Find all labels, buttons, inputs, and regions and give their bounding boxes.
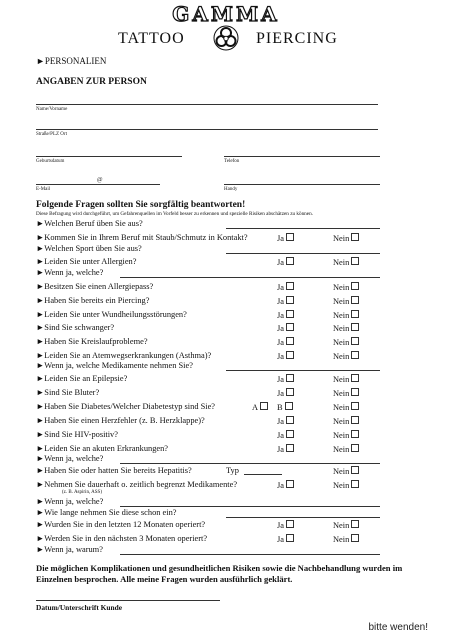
ja-wundheilung[interactable]: Ja [277,310,294,320]
question-medikamente: ►Nehmen Sie dauerhaft o. zeitlich begrenzt Medikamente? [36,480,238,489]
question-diabetes: ►Haben Sie Diabetes/Welcher Diabetestyp sind Sie? [36,402,216,411]
answer-medikamente-welche[interactable] [120,506,380,507]
ja-hiv[interactable]: Ja [277,430,294,440]
question-hepatitis: ►Haben Sie oder hatten Sie bereits Hepatitis? [36,466,192,475]
answer-beruf[interactable] [226,228,380,229]
ja-bluter[interactable]: Ja [277,388,294,398]
diabetes-b[interactable]: B [277,402,293,412]
question-hiv: ►Sind Sie HIV-positiv? [36,430,118,439]
nein-schwanger[interactable]: Nein [333,323,359,333]
question-staub: ►Kommen Sie in Ihrem Beruf mit Staub/Schmutz in Kontakt? [36,233,248,242]
person-header: ANGABEN ZUR PERSON [36,77,147,87]
ja-schwanger[interactable]: Ja [277,323,294,333]
hepatitis-typ-label: Typ [226,466,239,475]
question-allergiepass: ►Besitzen Sie einen Allergiepass? [36,282,154,291]
name-label: Name/Vorname [36,107,68,112]
answer-asthma-medikamente[interactable] [226,370,380,371]
name-field[interactable] [36,104,378,105]
ja-asthma[interactable]: Ja [277,351,294,361]
question-asthma-medikamente: ►Wenn ja, welche Medikamente nehmen Sie? [36,361,193,370]
question-warum: ►Wenn ja, warum? [36,545,103,554]
diabetes-a[interactable]: A [252,402,268,412]
question-schwanger: ►Sind Sie schwanger? [36,323,115,332]
email-at: @ [97,177,103,183]
question-allergien: ►Leiden Sie unter Allergien? [36,257,137,266]
question-op-geplant: ►Werden Sie in den nächsten 3 Monaten operiert? [36,534,208,543]
birth-label: Geburtsdatum [36,159,65,164]
nein-staub[interactable]: Nein [333,233,359,243]
nein-wundheilung[interactable]: Nein [333,310,359,320]
phone-label: Telefon [224,159,240,164]
ja-piercing[interactable]: Ja [277,296,294,306]
phone-field[interactable] [224,156,380,157]
logo-brand: GAMMA [172,2,280,26]
question-piercing: ►Haben Sie bereits ein Piercing? [36,296,150,305]
email-label: E-Mail [36,187,51,192]
ja-allergien[interactable]: Ja [277,257,294,267]
mobile-label: Handy [224,187,238,192]
nein-hiv[interactable]: Nein [333,430,359,440]
ja-epilepsie[interactable]: Ja [277,374,294,384]
nein-epilepsie[interactable]: Nein [333,374,359,384]
mobile-field[interactable] [224,184,380,185]
question-sport: ►Welchen Sport üben Sie aus? [36,244,142,253]
question-asthma: ►Leiden Sie an Atemwegserkrankungen (Asthma)? [36,351,212,360]
ja-op-geplant[interactable]: Ja [277,534,294,544]
nein-bluter[interactable]: Nein [333,388,359,398]
question-operiert: ►Wurden Sie in den letzten 12 Monaten operiert? [36,520,206,529]
question-akut: ►Leiden Sie an akuten Erkrankungen? [36,444,169,453]
answer-wie-lange[interactable] [226,517,380,518]
nein-op-geplant[interactable]: Nein [333,534,359,544]
questions-note: Diese Befragung wird durchgeführt, um Gefahrenquellen im Vorfeld besser zu erkennen und spezielle Risiken abschätzen zu können. [36,211,313,217]
street-label: Straße/PLZ Ort [36,132,67,137]
logo-piercing: PIERCING [256,30,338,47]
question-bluter: ►Sind Sie Bluter? [36,388,100,397]
signature-label: Datum/Unterschrift Kunde [36,603,123,612]
bitte-wenden: bitte wenden! [368,622,428,633]
nein-medikamente[interactable]: Nein [333,480,359,490]
email-field[interactable] [36,184,160,185]
answer-allergien-welche[interactable] [120,277,380,278]
nein-asthma[interactable]: Nein [333,351,359,361]
ja-staub[interactable]: Ja [277,233,294,243]
nein-operiert[interactable]: Nein [333,520,359,530]
nein-hepatitis[interactable]: Nein [333,466,359,476]
nein-akut[interactable]: Nein [333,444,359,454]
signature-field[interactable] [36,600,220,601]
hepatitis-typ-field[interactable] [244,474,282,475]
medikamente-note: (z. B. Aspirin, ASS) [62,490,103,495]
consent-text: Die möglichen Komplikationen und gesundheitlichen Risiken sowie die Nachbehandlung wurden im Einzelnen besprochen. Alle meine Fragen wurden ausführlich geklärt. [36,563,403,584]
nein-kreislauf[interactable]: Nein [333,337,359,347]
ja-herzfehler[interactable]: Ja [277,416,294,426]
nein-allergien[interactable]: Nein [333,257,359,267]
nein-piercing[interactable]: Nein [333,296,359,306]
questions-header: Folgende Fragen sollten Sie sorgfältig beantworten! [36,200,246,210]
question-wundheilung: ►Leiden Sie unter Wundheilungsstörungen? [36,310,187,319]
birth-field[interactable] [36,156,182,157]
question-epilepsie: ►Leiden Sie an Epilepsie? [36,374,128,383]
answer-sport[interactable] [226,253,380,254]
biohazard-icon [212,24,240,52]
logo-tattoo: TATTOO [118,30,185,47]
question-allergien-welche: ►Wenn ja, welche? [36,268,104,277]
question-beruf: ►Welchen Beruf üben Sie aus? [36,219,143,228]
nein-diabetes[interactable]: Nein [333,402,359,412]
question-medikamente-welche: ►Wenn ja, welche? [36,497,104,506]
question-kreislauf: ►Haben Sie Kreislaufprobleme? [36,337,148,346]
question-herzfehler: ►Haben Sie einen Herzfehler (z. B. Herzklappe)? [36,416,205,425]
nein-herzfehler[interactable]: Nein [333,416,359,426]
ja-operiert[interactable]: Ja [277,520,294,530]
ja-medikamente[interactable]: Ja [277,480,294,490]
ja-kreislauf[interactable]: Ja [277,337,294,347]
question-akut-welche: ►Wenn ja, welche? [36,454,104,463]
street-field[interactable] [36,129,378,130]
answer-warum[interactable] [120,554,380,555]
ja-allergiepass[interactable]: Ja [277,282,294,292]
nein-allergiepass[interactable]: Nein [333,282,359,292]
answer-akut-welche[interactable] [120,463,380,464]
section-personalien: ►PERSONALIEN [36,56,107,66]
ja-akut[interactable]: Ja [277,444,294,454]
question-wie-lange: ►Wie lange nehmen Sie diese schon ein? [36,508,177,517]
